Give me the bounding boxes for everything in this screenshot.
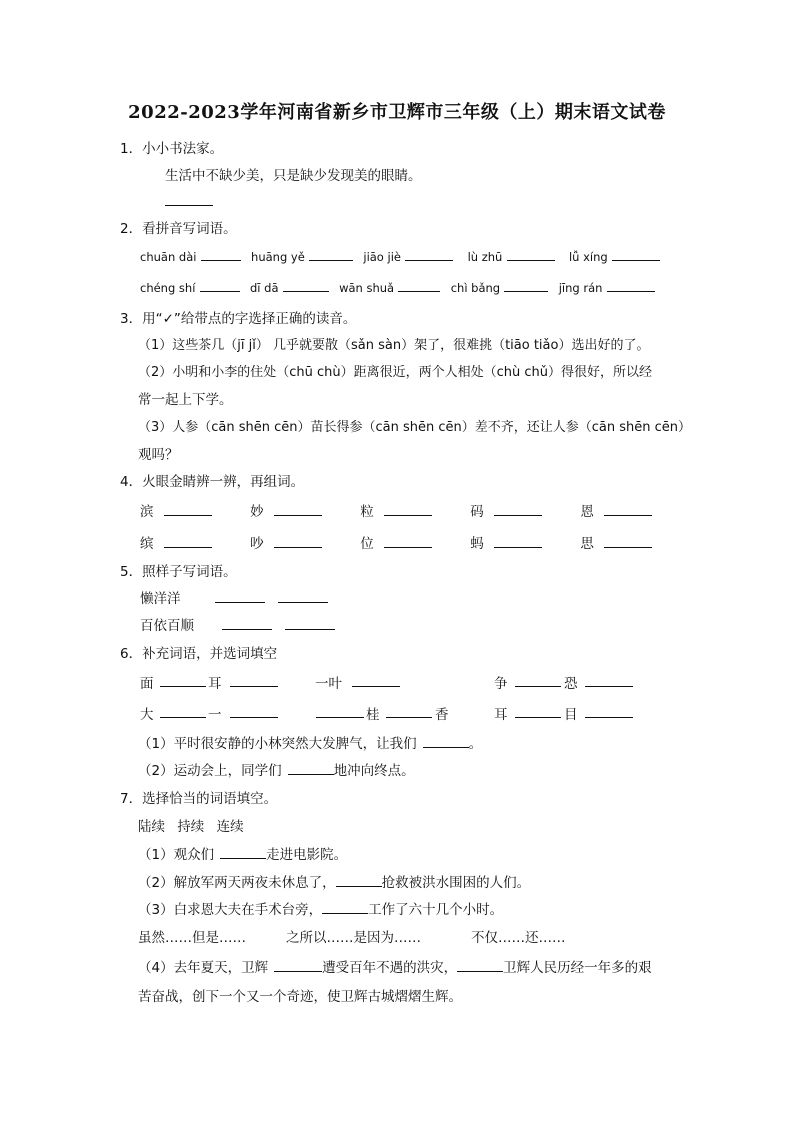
answer-blank[interactable] bbox=[612, 247, 660, 261]
conjunction-option: 不仅……还…… bbox=[471, 930, 566, 946]
example-word-2: 百依百顺 bbox=[140, 618, 194, 634]
sentence-text: （2）解放军两天两夜未休息了， bbox=[138, 875, 336, 891]
answer-blank[interactable] bbox=[515, 673, 561, 687]
answer-blank[interactable] bbox=[494, 502, 542, 516]
char-row-2 bbox=[140, 532, 652, 552]
answer-blank[interactable] bbox=[515, 704, 561, 718]
answer-blank[interactable] bbox=[607, 278, 655, 292]
idiom-char: 目 bbox=[564, 707, 578, 723]
answer-blank[interactable] bbox=[164, 502, 212, 516]
pinyin-item: huāng yě bbox=[251, 250, 305, 264]
answer-blank[interactable] bbox=[398, 278, 440, 292]
question-4-heading: 4．火眼金睛辨一辨，再组词。 bbox=[120, 474, 305, 490]
answer-blank[interactable] bbox=[274, 502, 322, 516]
char-item: 蚂 bbox=[470, 536, 484, 552]
question-7-sentence-1 bbox=[138, 843, 347, 863]
answer-blank[interactable] bbox=[504, 278, 548, 292]
answer-blank[interactable] bbox=[285, 616, 335, 630]
sentence-text: （3）白求恩大夫在手术台旁， bbox=[138, 902, 323, 918]
word-option: 陆续 bbox=[138, 819, 165, 835]
answer-blank[interactable] bbox=[222, 616, 272, 630]
question-1-heading: 1．小小书法家。 bbox=[120, 141, 224, 157]
word-option: 持续 bbox=[177, 819, 205, 835]
answer-blank[interactable] bbox=[322, 900, 368, 914]
sentence-text: 工作了六十几个小时。 bbox=[368, 902, 504, 918]
answer-blank[interactable] bbox=[200, 278, 240, 292]
question-7-sentence-3 bbox=[138, 898, 503, 918]
pinyin-item: lǚ xíng bbox=[568, 250, 608, 264]
sentence-text: 抢救被洪水围困的人们。 bbox=[381, 875, 531, 891]
char-item: 妙 bbox=[250, 504, 264, 520]
answer-blank[interactable] bbox=[283, 278, 329, 292]
sentence-text: （2）运动会上，同学们 bbox=[138, 763, 282, 779]
word-options bbox=[138, 815, 244, 835]
answer-blank[interactable] bbox=[164, 534, 212, 548]
pinyin-item: lù zhū bbox=[467, 250, 503, 264]
question-2-heading: 2．看拼音写词语。 bbox=[120, 221, 237, 237]
char-item: 滨 bbox=[140, 504, 154, 520]
answer-blank[interactable] bbox=[160, 704, 206, 718]
question-3-item-2-cont: 常一起上下学。 bbox=[138, 392, 233, 408]
idiom-char: 耳 bbox=[208, 676, 222, 692]
pinyin-item: chì bǎng bbox=[450, 281, 501, 295]
idiom-char: 香 bbox=[435, 707, 449, 723]
idiom-char: 一叶 bbox=[315, 676, 342, 692]
answer-blank[interactable] bbox=[215, 589, 265, 603]
pinyin-row-2 bbox=[140, 278, 655, 296]
answer-blank[interactable] bbox=[457, 958, 503, 972]
answer-blank[interactable] bbox=[384, 502, 432, 516]
question-3-heading: 3．用“✓”给带点的字选择正确的读音。 bbox=[120, 311, 357, 327]
answer-blank[interactable] bbox=[423, 734, 469, 748]
question-6-sentence-1 bbox=[138, 732, 482, 752]
idiom-char: 恐 bbox=[564, 676, 578, 692]
question-3-item-2: （2）小明和小李的住处（chū chù）距离很近，两个人相处（chù chǔ）得很好，所以经 bbox=[138, 365, 653, 380]
pinyin-item: chuān dài bbox=[140, 250, 197, 264]
question-7-sentence-2 bbox=[138, 871, 530, 891]
answer-blank[interactable] bbox=[220, 845, 266, 859]
answer-blank[interactable] bbox=[336, 873, 382, 887]
idiom-char: 面 bbox=[140, 676, 154, 692]
question-6-sentence-2 bbox=[138, 759, 415, 779]
sentence-text: （4）去年夏天，卫辉 bbox=[138, 960, 269, 976]
sentence-text: 遭受百年不遇的洪灾， bbox=[322, 960, 458, 976]
answer-blank[interactable] bbox=[507, 247, 555, 261]
answer-blank[interactable] bbox=[386, 704, 432, 718]
answer-blank[interactable] bbox=[201, 247, 241, 261]
question-7-heading: 7．选择恰当的词语填空。 bbox=[120, 791, 278, 807]
answer-blank[interactable] bbox=[160, 673, 206, 687]
idiom-char: 一 bbox=[208, 707, 222, 723]
sentence-text: 走进电影院。 bbox=[266, 847, 348, 863]
answer-blank[interactable] bbox=[288, 761, 334, 775]
idiom-char: 耳 bbox=[494, 707, 508, 723]
char-item: 码 bbox=[470, 504, 484, 520]
answer-blank[interactable] bbox=[384, 534, 432, 548]
question-3-item-1: （1）这些茶几（jī jǐ） 几乎就要散（sǎn sàn）架了，很难挑（tiāo tiǎo）选出好的了。 bbox=[138, 338, 650, 353]
idiom-char: 桂 bbox=[366, 707, 380, 723]
answer-blank[interactable] bbox=[405, 247, 453, 261]
question-7-sentence-4-cont: 苦奋战，创下一个又一个奇迹，使卫辉古城熠熠生辉。 bbox=[138, 989, 462, 1005]
sentence-text: （1）观众们 bbox=[138, 847, 215, 863]
answer-blank[interactable] bbox=[230, 704, 278, 718]
question-6-heading: 6．补充词语，并选词填空 bbox=[120, 646, 278, 662]
sentence-text: 地冲向终点。 bbox=[333, 763, 415, 779]
word-option: 连续 bbox=[216, 819, 244, 835]
char-item: 恩 bbox=[580, 504, 594, 520]
sentence-text: 。 bbox=[468, 736, 483, 752]
char-row-1 bbox=[140, 500, 652, 520]
answer-blank[interactable] bbox=[278, 589, 328, 603]
example-word-1: 懒洋洋 bbox=[140, 591, 181, 607]
question-5-heading: 5．照样子写词语。 bbox=[120, 564, 237, 580]
answer-blank[interactable] bbox=[604, 502, 652, 516]
idiom-char: 争 bbox=[494, 676, 508, 692]
pinyin-row-1 bbox=[140, 247, 660, 265]
pinyin-item: jiāo jiè bbox=[363, 250, 401, 264]
pinyin-item: chéng shí bbox=[140, 281, 196, 295]
page-title: 2022-2023学年河南省新乡市卫辉市三年级（上）期末语文试卷 bbox=[128, 102, 666, 123]
answer-blank[interactable] bbox=[585, 704, 633, 718]
answer-blank[interactable] bbox=[494, 534, 542, 548]
question-1-sentence: 生活中不缺少美，只是缺少发现美的眼睛。 bbox=[165, 168, 422, 184]
question-3-item-3-cont: 观吗？ bbox=[138, 447, 179, 463]
char-item: 思 bbox=[580, 536, 594, 552]
idiom-char: 大 bbox=[140, 707, 154, 723]
answer-blank[interactable] bbox=[274, 958, 322, 972]
answer-blank[interactable] bbox=[309, 247, 353, 261]
char-item: 位 bbox=[360, 536, 374, 552]
char-item: 粒 bbox=[360, 504, 374, 520]
sentence-text: （1）平时很安静的小林突然大发脾气，让我们 bbox=[138, 736, 417, 752]
answer-blank[interactable] bbox=[316, 704, 364, 718]
char-item: 缤 bbox=[140, 536, 154, 552]
question-3-item-3: （3）人参（cān shēn cēn）苗长得参（cān shēn cēn）差不齐，还让人参（cān shēn cēn） bbox=[138, 420, 692, 435]
pinyin-item: dī dā bbox=[250, 281, 279, 295]
question-1-answer-blank[interactable] bbox=[165, 192, 213, 206]
conjunction-option: 虽然……但是…… bbox=[138, 930, 246, 946]
sentence-text: 卫辉人民历经一年多的艰 bbox=[503, 960, 652, 976]
char-item: 吵 bbox=[250, 536, 264, 552]
question-7-sentence-4 bbox=[138, 956, 652, 976]
pinyin-item: wān shuǎ bbox=[339, 281, 395, 295]
answer-blank[interactable] bbox=[352, 673, 400, 687]
answer-blank[interactable] bbox=[230, 673, 278, 687]
conjunction-option: 之所以……是因为…… bbox=[286, 930, 421, 946]
answer-blank[interactable] bbox=[274, 534, 322, 548]
answer-blank[interactable] bbox=[585, 673, 633, 687]
pinyin-item: jīng rán bbox=[558, 281, 603, 295]
answer-blank[interactable] bbox=[604, 534, 652, 548]
